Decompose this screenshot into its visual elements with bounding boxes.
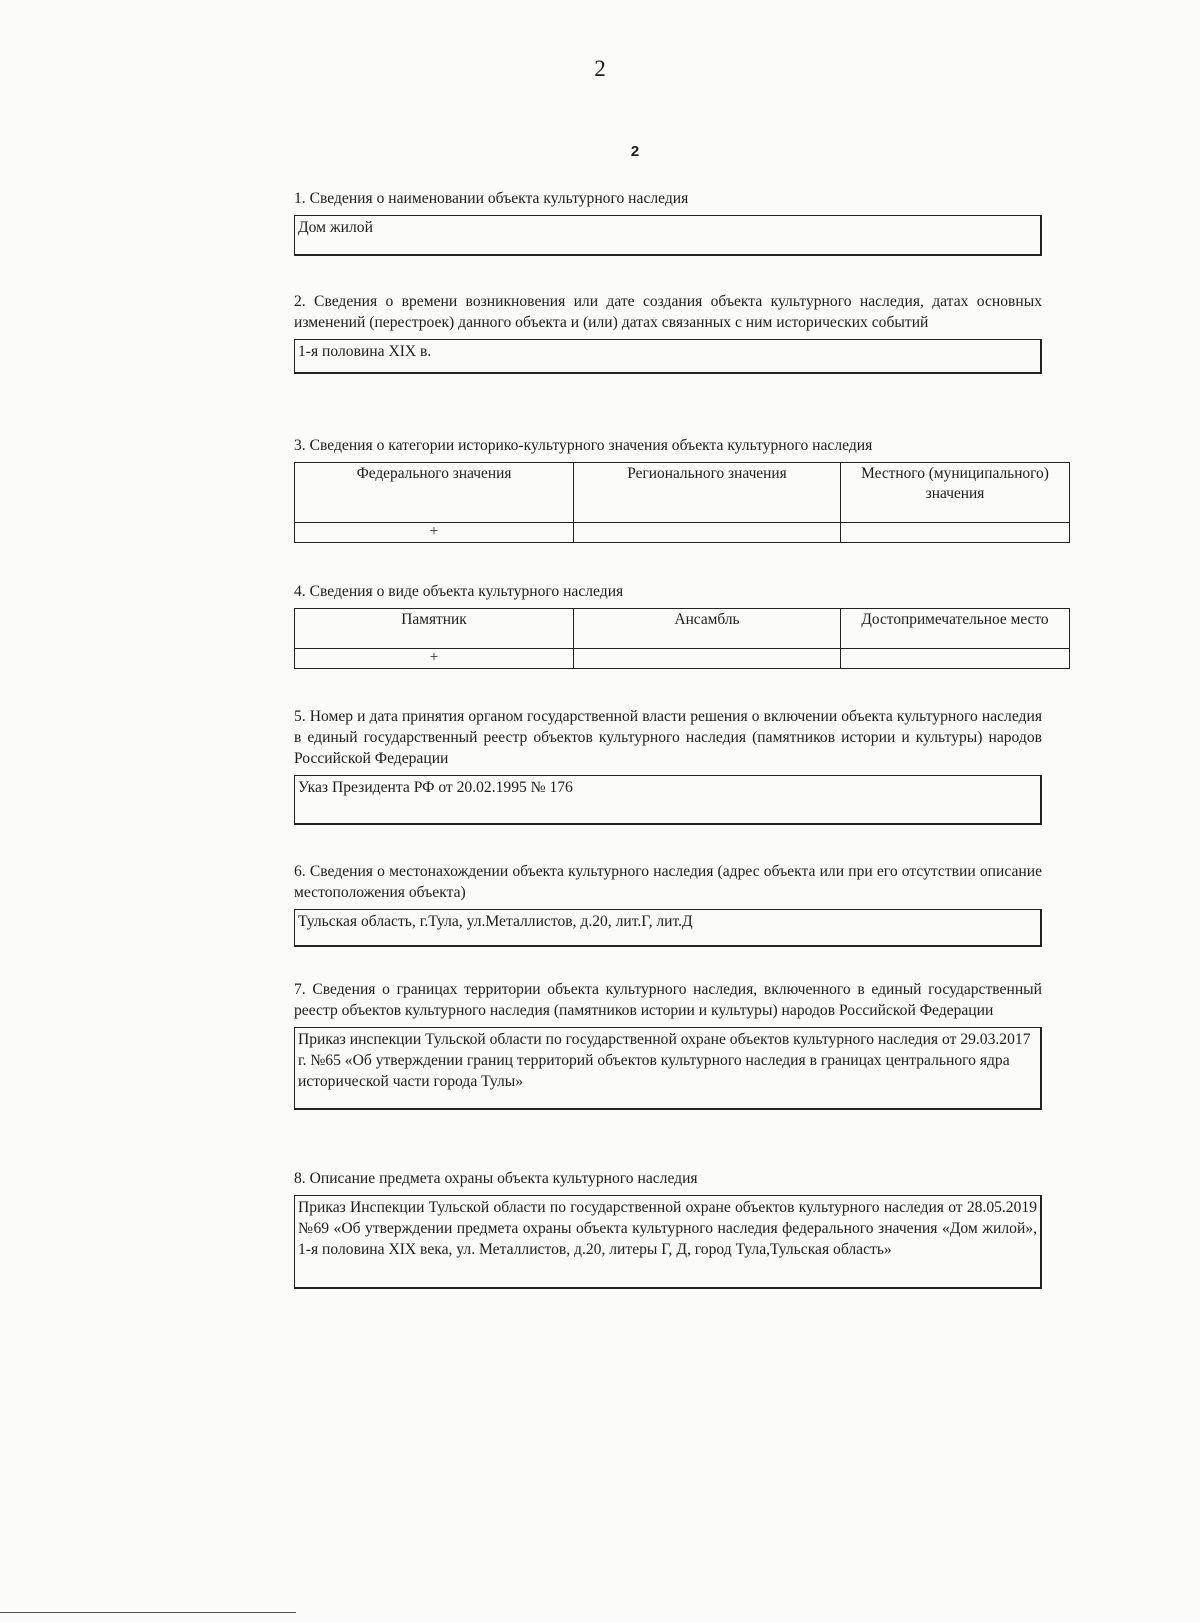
section-location [294,861,1042,947]
category-table [294,462,1070,543]
kind-ensemble: Ансамбль [574,609,841,649]
section-registry-decision [294,706,1042,825]
section-kind [294,581,1049,669]
category-local: Местного (муниципального) значения [841,463,1070,523]
category-local-mark [841,523,1070,543]
section-protection-subject [294,1168,1042,1289]
section-3-heading: 3. Сведения о категории историко-культурного значения объекта культурного наследия [294,437,873,454]
section-4-heading: 4. Сведения о виде объекта культурного наследия [294,583,624,600]
boundaries-field: Приказ инспекции Тульской области по государственной охране объектов культурного наследия от 29.03.2017 г. №65 «Об утверждении границ территорий объектов культурного наследия в границах центрального ядра исторической части города Тулы» [294,1027,1042,1110]
kind-landmark: Достопримечательное место [841,609,1070,649]
category-regional: Регионального значения [574,463,841,523]
section-6-heading: 6. Сведения о местонахождении объекта культурного наследия (адрес объекта или при его отсутствии описание местоположения объекта) [294,863,1042,901]
category-regional-mark [574,523,841,543]
location-field: Тульская область, г.Тула, ул.Металлистов, д.20, лит.Г, лит.Д [294,909,1042,947]
category-federal-mark: + [295,523,574,543]
object-name-field: Дом жилой [294,215,1042,256]
kind-monument-mark: + [295,649,574,669]
section-5-heading: 5. Номер и дата принятия органом государственной власти решения о включении объекта культурного наследия в единый государственный реестр объектов культурного наследия (памятников истории и культуры) народов Российской Федерации [294,708,1042,767]
creation-date-field: 1-я половина XIX в. [294,339,1042,374]
section-1-heading: 1. Сведения о наименовании объекта культурного наследия [294,190,689,207]
page-number-inner: 2 [630,143,640,160]
section-category [294,435,1049,543]
registry-decision-field: Указ Президента РФ от 20.02.1995 № 176 [294,775,1042,825]
section-date [294,291,1042,374]
page-number-top: 2 [594,56,606,81]
category-federal: Федерального значения [295,463,574,523]
kind-monument: Памятник [295,609,574,649]
section-7-heading: 7. Сведения о границах территории объекта культурного наследия, включенного в единый государственный реестр объектов культурного наследия (памятников истории и культуры) народов Российской Федерации [294,981,1042,1019]
section-8-heading: 8. Описание предмета охраны объекта культурного наследия [294,1170,698,1187]
kind-table [294,608,1070,669]
kind-landmark-mark [841,649,1070,669]
section-boundaries [294,979,1042,1110]
footer-rule [0,1612,296,1613]
section-2-heading: 2. Сведения о времени возникновения или дате создания объекта культурного наследия, датах основных изменений (перестроек) данного объекта и (или) датах связанных с ним исторических событий [294,293,1042,331]
protection-subject-field: Приказ Инспекции Тульской области по государственной охране объектов культурного наследия от 28.05.2019 №69 «Об утверждении предмета охраны объекта культурного наследия федерального значения «Дом жилой», 1-я половина XIX века, ул. Металлистов, д.20, литеры Г, Д, город Тула,Тульская область» [294,1195,1042,1289]
section-name [294,188,1042,256]
kind-ensemble-mark [574,649,841,669]
